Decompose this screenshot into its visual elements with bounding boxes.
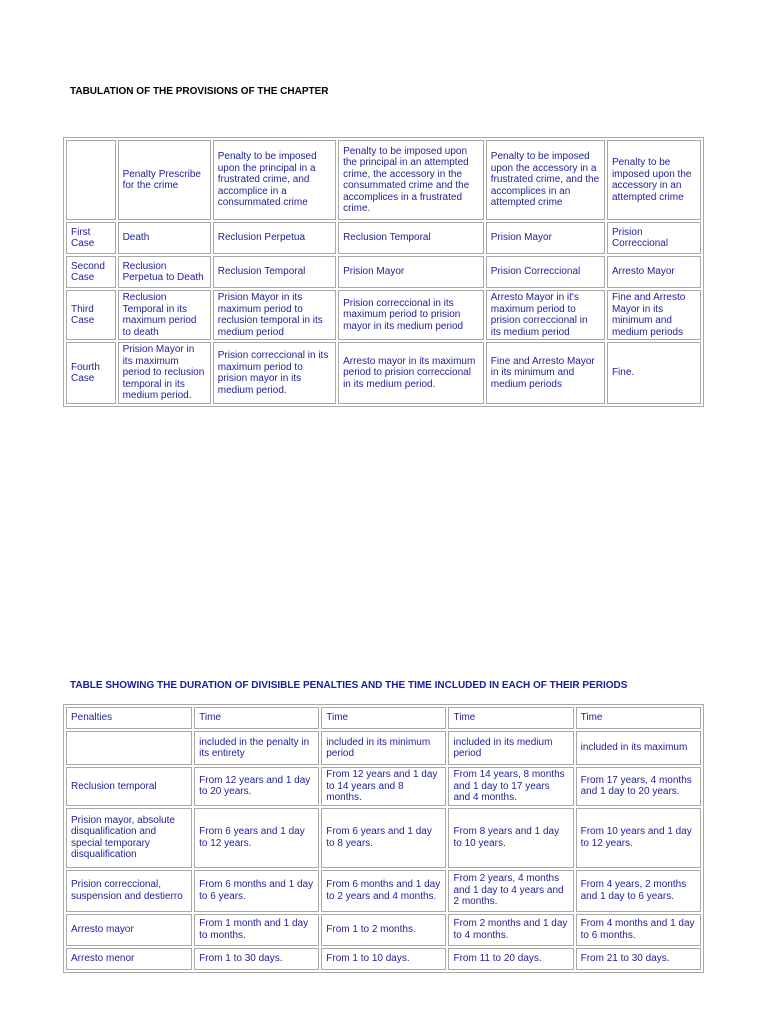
table-cell: From 21 to 30 days. <box>576 948 701 970</box>
table-cell: Arresto Mayor in it's maximum period to prision correccional in its medium period <box>486 290 605 340</box>
table-cell: From 8 years and 1 day to 10 years. <box>448 808 573 868</box>
table-row <box>66 222 701 254</box>
table-cell: From 1 to 10 days. <box>321 948 446 970</box>
table-cell: included in its maximum <box>576 731 701 765</box>
section-title-durations: TABLE SHOWING THE DURATION OF DIVISIBLE PENALTIES AND THE TIME INCLUDED IN EACH OF THEIR PERIODS <box>70 680 628 691</box>
table-cell: Prision mayor, absolute disqualification and special temporary disqualification <box>66 808 192 868</box>
table-row <box>66 256 701 288</box>
section-title-tabulation: TABULATION OF THE PROVISIONS OF THE CHAPTER <box>70 86 329 97</box>
table-cell: Penalty to be imposed upon the principal in an attempted crime, the accessory in the consummated crime and the accomplices in a frustrated crime. <box>338 140 484 220</box>
table-row <box>66 290 701 340</box>
table-cell: Reclusion Perpetua to Death <box>118 256 211 288</box>
table-cell: Penalty to be imposed upon the accessory in a frustrated crime, and the accomplices in an attempted crime <box>486 140 605 220</box>
table-cell: From 4 months and 1 day to 6 months. <box>576 914 701 946</box>
table-cell: From 14 years, 8 months and 1 day to 17 years and 4 months. <box>448 767 573 806</box>
table-row <box>66 914 701 946</box>
table-cell: From 12 years and 1 day to 14 years and 8 months. <box>321 767 446 806</box>
table-cell: Reclusion Perpetua <box>213 222 336 254</box>
table-cell: Penalty to be imposed upon the principal in a frustrated crime, and accomplice in a consummated crime <box>213 140 336 220</box>
table-cell: Prision Mayor in its maximum period to reclusion temporal in its medium period. <box>118 342 211 404</box>
table-cell: Reclusion Temporal <box>338 222 484 254</box>
table-cell: Penalties <box>66 707 192 729</box>
table-cell: From 4 years, 2 months and 1 day to 6 years. <box>576 870 701 912</box>
table-cell: Time <box>576 707 701 729</box>
durations-table <box>63 704 704 973</box>
table-cell: Arresto mayor in its maximum period to prision correccional in its medium period. <box>338 342 484 404</box>
table-cell: Time <box>448 707 573 729</box>
table-cell: Penalty to be imposed upon the accessory in an attempted crime <box>607 140 701 220</box>
table-cell: Fine. <box>607 342 701 404</box>
table-row <box>66 767 701 806</box>
table-cell: Arresto mayor <box>66 914 192 946</box>
table-row <box>66 808 701 868</box>
table-cell: From 11 to 20 days. <box>448 948 573 970</box>
table-cell: From 1 to 2 months. <box>321 914 446 946</box>
table-cell: First Case <box>66 222 116 254</box>
table-cell: included in its minimum period <box>321 731 446 765</box>
table-cell: Fourth Case <box>66 342 116 404</box>
table-cell: From 1 to 30 days. <box>194 948 319 970</box>
table-row <box>66 870 701 912</box>
table-cell: Third Case <box>66 290 116 340</box>
table-cell <box>66 140 116 220</box>
table-header-row <box>66 140 701 220</box>
table-cell: From 12 years and 1 day to 20 years. <box>194 767 319 806</box>
table-cell: Prision Mayor <box>486 222 605 254</box>
table-cell: Time <box>321 707 446 729</box>
table-cell: Fine and Arresto Mayor in its minimum and medium periods <box>607 290 701 340</box>
table-cell: From 17 years, 4 months and 1 day to 20 years. <box>576 767 701 806</box>
table-cell: From 10 years and 1 day to 12 years. <box>576 808 701 868</box>
table-cell: Reclusion Temporal <box>213 256 336 288</box>
table-cell: From 6 years and 1 day to 8 years. <box>321 808 446 868</box>
table-cell: From 1 month and 1 day to months. <box>194 914 319 946</box>
table-cell: Fine and Arresto Mayor in its minimum and medium periods <box>486 342 605 404</box>
table-cell: Penalty Prescribe for the crime <box>118 140 211 220</box>
table-cell: Prision correccional in its maximum period to prision mayor in its medium period <box>338 290 484 340</box>
table-cell: From 2 months and 1 day to 4 months. <box>448 914 573 946</box>
table-cell: Time <box>194 707 319 729</box>
table-cell: From 2 years, 4 months and 1 day to 4 years and 2 months. <box>448 870 573 912</box>
table-cell: Second Case <box>66 256 116 288</box>
table-cell: Prision Correccional <box>486 256 605 288</box>
table-cell: Arresto menor <box>66 948 192 970</box>
table-cell: Prision correccional, suspension and destierro <box>66 870 192 912</box>
table-cell: Prision Mayor in its maximum period to reclusion temporal in its medium period <box>213 290 336 340</box>
table-row <box>66 948 701 970</box>
table-cell: From 6 months and 1 day to 6 years. <box>194 870 319 912</box>
table-header-row <box>66 707 701 729</box>
table-cell: included in its medium period <box>448 731 573 765</box>
table-row <box>66 342 701 404</box>
table-cell: Prision correccional in its maximum period to prision mayor in its medium period. <box>213 342 336 404</box>
table-cell: Prision Mayor <box>338 256 484 288</box>
table-cell: From 6 months and 1 day to 2 years and 4 months. <box>321 870 446 912</box>
table-cell <box>66 731 192 765</box>
table-cell: Reclusion temporal <box>66 767 192 806</box>
table-cell: Death <box>118 222 211 254</box>
table-subheader-row <box>66 731 701 765</box>
table-cell: Prision Correccional <box>607 222 701 254</box>
table-cell: Reclusion Temporal in its maximum period to death <box>118 290 211 340</box>
provisions-table <box>63 137 704 407</box>
table-cell: included in the penalty in its entirety <box>194 731 319 765</box>
table-cell: Arresto Mayor <box>607 256 701 288</box>
table-cell: From 6 years and 1 day to 12 years. <box>194 808 319 868</box>
